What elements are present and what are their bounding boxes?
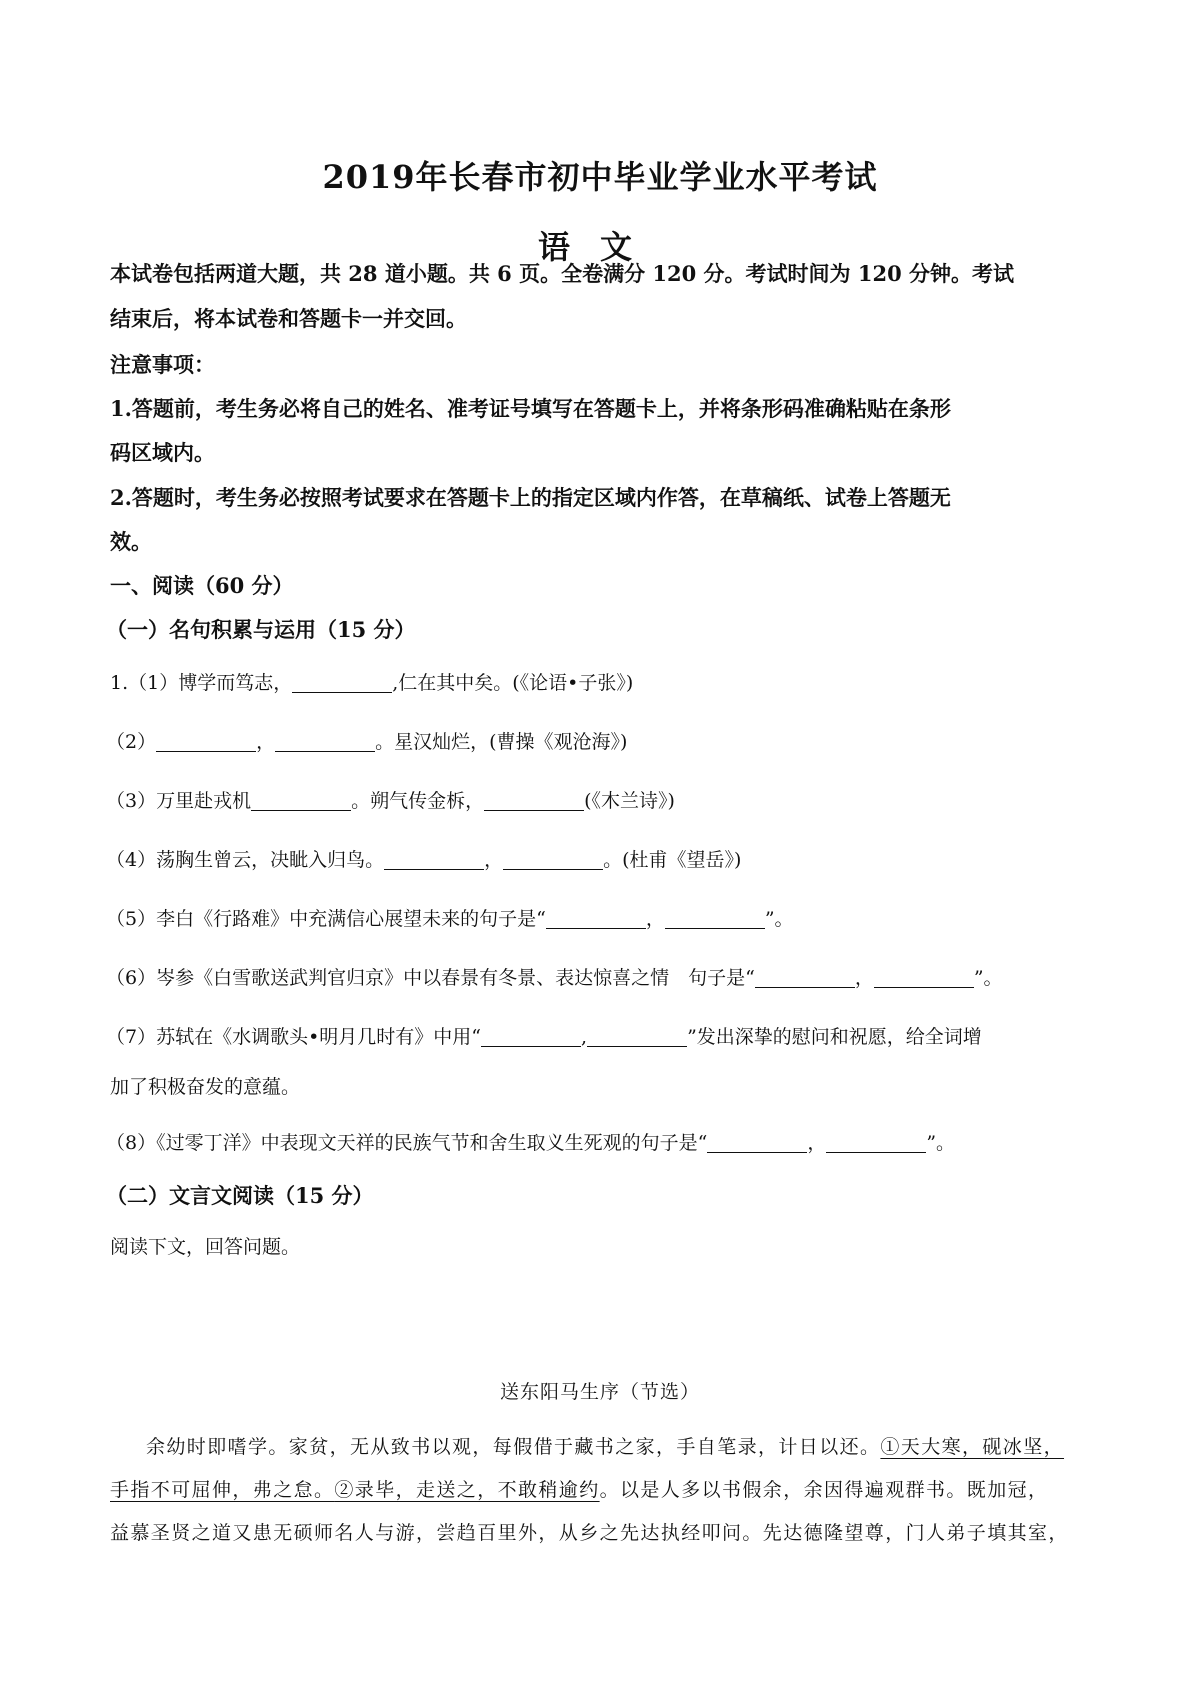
exam-title: 2019年长春市初中毕业学业水平考试 (322, 158, 878, 196)
question-1-4 (106, 845, 1096, 872)
q1-6-text-before: （6）岑参《白雪歌送武判官归京》中以春景有冬景、表达惊喜之情 句子是“ (106, 967, 755, 989)
note-2-line-1: 2.答题时，考生务必按照考试要求在答题卡上的指定区域内作答，在草稿纸、试卷上答题无 (110, 485, 951, 510)
passage-line-2 (110, 1475, 1100, 1502)
q1-6-text-after: ”。 (973, 967, 1003, 989)
notice-heading: 注意事项： (110, 352, 215, 377)
passage-title: 送东阳马生序（节选） (499, 1381, 700, 1403)
q1-2-text-mid: ， (256, 731, 276, 753)
answer-blank[interactable] (546, 906, 646, 929)
question-1-7 (106, 1022, 1096, 1049)
passage-text: 余幼时即嗜学。家贫，无从致书以观，每假借于藏书之家，手自笔录，计日以还。 (146, 1436, 881, 1458)
note-1-line-2: 码区域内。 (110, 440, 215, 465)
note-1-line-1: 1.答题前，考生务必将自己的姓名、准考证号填写在答题卡上，并将条形码准确粘贴在条形 (110, 396, 951, 421)
q1-7-text-before: （7）苏轼在《水调歌头•明月几时有》中用“ (106, 1026, 482, 1048)
intro-line-1: 本试卷包括两道大题，共 28 道小题。共 6 页。全卷满分 120 分。考试时间为 120 分钟。考试 (110, 261, 1014, 286)
part-2-instruction: 阅读下文，回答问题。 (110, 1236, 301, 1258)
q1-7-text-after: ”发出深挚的慰问和祝愿，给全词增 (687, 1026, 982, 1048)
q1-1-text-before: 1.（1）博学而笃志， (110, 672, 293, 694)
question-1-8 (106, 1128, 1096, 1155)
q1-5-text-before: （5）李白《行路难》中充满信心展望未来的句子是“ (106, 908, 546, 930)
answer-blank[interactable] (484, 788, 584, 811)
q1-4-text-after: 。(杜甫《望岳》) (603, 849, 742, 871)
section-1-heading: 一、阅读（60 分） (110, 573, 294, 598)
q1-7-text-mid: , (581, 1026, 588, 1048)
q1-3-text-after: (《木兰诗》) (584, 790, 675, 812)
part-2-heading: （二）文言文阅读（15 分） (106, 1183, 374, 1208)
passage-text: 。以是人多以书假余，余因得遍观群书。既加冠， (599, 1479, 1049, 1501)
subject-title: 语文 (537, 228, 662, 266)
q1-4-text-before: （4）荡胸生曾云，决眦入归鸟。 (106, 849, 385, 871)
answer-blank[interactable] (665, 906, 765, 929)
part-1-heading: （一）名句积累与运用（15 分） (106, 617, 416, 642)
passage-line-1 (146, 1432, 1136, 1459)
answer-blank[interactable] (275, 729, 375, 752)
q1-3-text-before: （3）万里赴戎机 (106, 790, 252, 812)
q1-1-text-after: ,仁在其中矣。(《论语•子张》) (392, 672, 634, 694)
q1-2-text-before: （2） (106, 731, 157, 753)
answer-blank[interactable] (587, 1024, 687, 1047)
question-1-1 (110, 668, 1100, 695)
answer-blank[interactable] (156, 729, 256, 752)
answer-blank[interactable] (707, 1130, 807, 1153)
underlined-sentence-1-cont: 手指不可屈伸，弗之怠。 (110, 1479, 335, 1501)
answer-blank[interactable] (826, 1130, 926, 1153)
underlined-sentence-1: ①天大寒，砚冰坚， (880, 1436, 1065, 1458)
q1-8-text-after: ”。 (926, 1132, 956, 1154)
question-1-3 (106, 786, 1096, 813)
question-1-7-line-2: 加了积极奋发的意蕴。 (110, 1076, 301, 1098)
answer-blank[interactable] (384, 847, 484, 870)
q1-2-text-after: 。星汉灿烂，(曹操《观沧海》) (375, 731, 628, 753)
answer-blank[interactable] (251, 788, 351, 811)
q1-4-text-mid: ， (484, 849, 504, 871)
q1-5-text-mid: ， (645, 908, 665, 930)
q1-5-text-after: ”。 (764, 908, 794, 930)
question-1-5 (106, 904, 1096, 931)
question-1-2 (106, 727, 1096, 754)
answer-blank[interactable] (874, 965, 974, 988)
question-1-6 (106, 963, 1096, 990)
answer-blank[interactable] (481, 1024, 581, 1047)
answer-blank[interactable] (503, 847, 603, 870)
passage-line-3: 益慕圣贤之道又患无硕师名人与游，尝趋百里外，从乡之先达执经叩问。先达德隆望尊，门人弟子填其室， (110, 1522, 1069, 1544)
intro-line-2: 结束后，将本试卷和答题卡一并交回。 (110, 306, 467, 331)
answer-blank[interactable] (292, 670, 392, 693)
underlined-sentence-2: ②录毕，走送之，不敢稍逾约 (334, 1479, 600, 1501)
q1-8-text-before: （8）《过零丁洋》中表现文天祥的民族气节和舍生取义生死观的句子是“ (106, 1132, 708, 1154)
q1-8-text-mid: ， (807, 1132, 827, 1154)
answer-blank[interactable] (755, 965, 855, 988)
note-2-line-2: 效。 (110, 529, 152, 554)
q1-3-text-mid: 。朔气传金柝， (351, 790, 485, 812)
q1-6-text-mid: ， (854, 967, 874, 989)
